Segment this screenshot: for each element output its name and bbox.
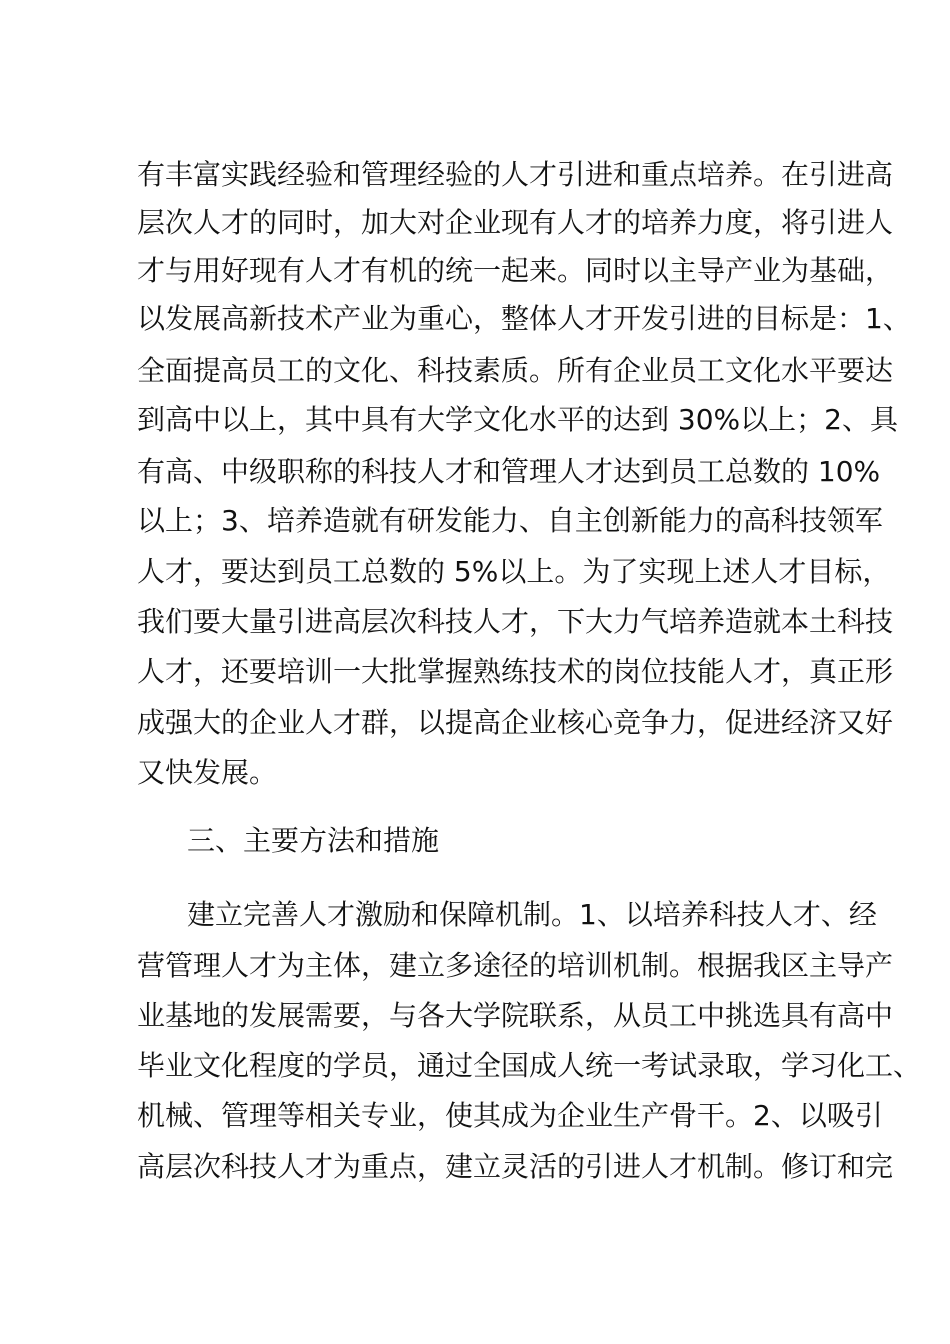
paragraph1-line-6: 到高中以上，其中具有大学文化水平的达到 30%以上；2、具	[137, 403, 898, 436]
paragraph1-line-10: 我们要大量引进高层次科技人才，下大力气培养造就本土科技	[137, 605, 894, 638]
paragraph1-line-1: 有丰富实践经验和管理经验的人才引进和重点培养。在引进高	[137, 158, 894, 191]
paragraph2-line-5: 机械、管理等相关专业，使其成为企业生产骨干。2、以吸引	[137, 1099, 883, 1132]
paragraph1-line-12: 成强大的企业人才群，以提高企业核心竞争力，促进经济又好	[137, 706, 894, 739]
paragraph2-line-2: 营管理人才为主体，建立多途径的培训机制。根据我区主导产	[137, 949, 894, 982]
paragraph1-line-5: 全面提高员工的文化、科技素质。所有企业员工文化水平要达	[137, 354, 894, 387]
paragraph1-line-13: 又快发展。	[137, 756, 278, 789]
paragraph1-line-7: 有高、中级职称的科技人才和管理人才达到员工总数的 10%	[137, 455, 881, 488]
paragraph1-line-8: 以上；3、培养造就有研发能力、自主创新能力的高科技领军	[137, 504, 883, 537]
paragraph1-line-4: 以发展高新技术产业为重心，整体人才开发引进的目标是：1、	[137, 302, 911, 335]
paragraph1-line-11: 人才，还要培训一大批掌握熟练技术的岗位技能人才，真正形	[137, 655, 894, 688]
paragraph2-line-6: 高层次科技人才为重点，建立灵活的引进人才机制。修订和完	[137, 1150, 894, 1183]
paragraph2-line-3: 业基地的发展需要，与各大学院联系，从员工中挑选具有高中	[137, 999, 894, 1032]
paragraph1-line-9: 人才，要达到员工总数的 5%以上。为了实现上述人才目标，	[137, 555, 891, 588]
section-heading: 三、主要方法和措施	[187, 824, 440, 857]
paragraph2-line-1: 建立完善人才激励和保障机制。1、以培养科技人才、经	[187, 898, 877, 931]
paragraph2-line-4: 毕业文化程度的学员，通过全国成人统一考试录取，学习化工、	[137, 1049, 922, 1082]
paragraph1-line-3: 才与用好现有人才有机的统一起来。同时以主导产业为基础，	[137, 254, 894, 287]
paragraph1-line-2: 层次人才的同时，加大对企业现有人才的培养力度，将引进人	[137, 206, 894, 239]
